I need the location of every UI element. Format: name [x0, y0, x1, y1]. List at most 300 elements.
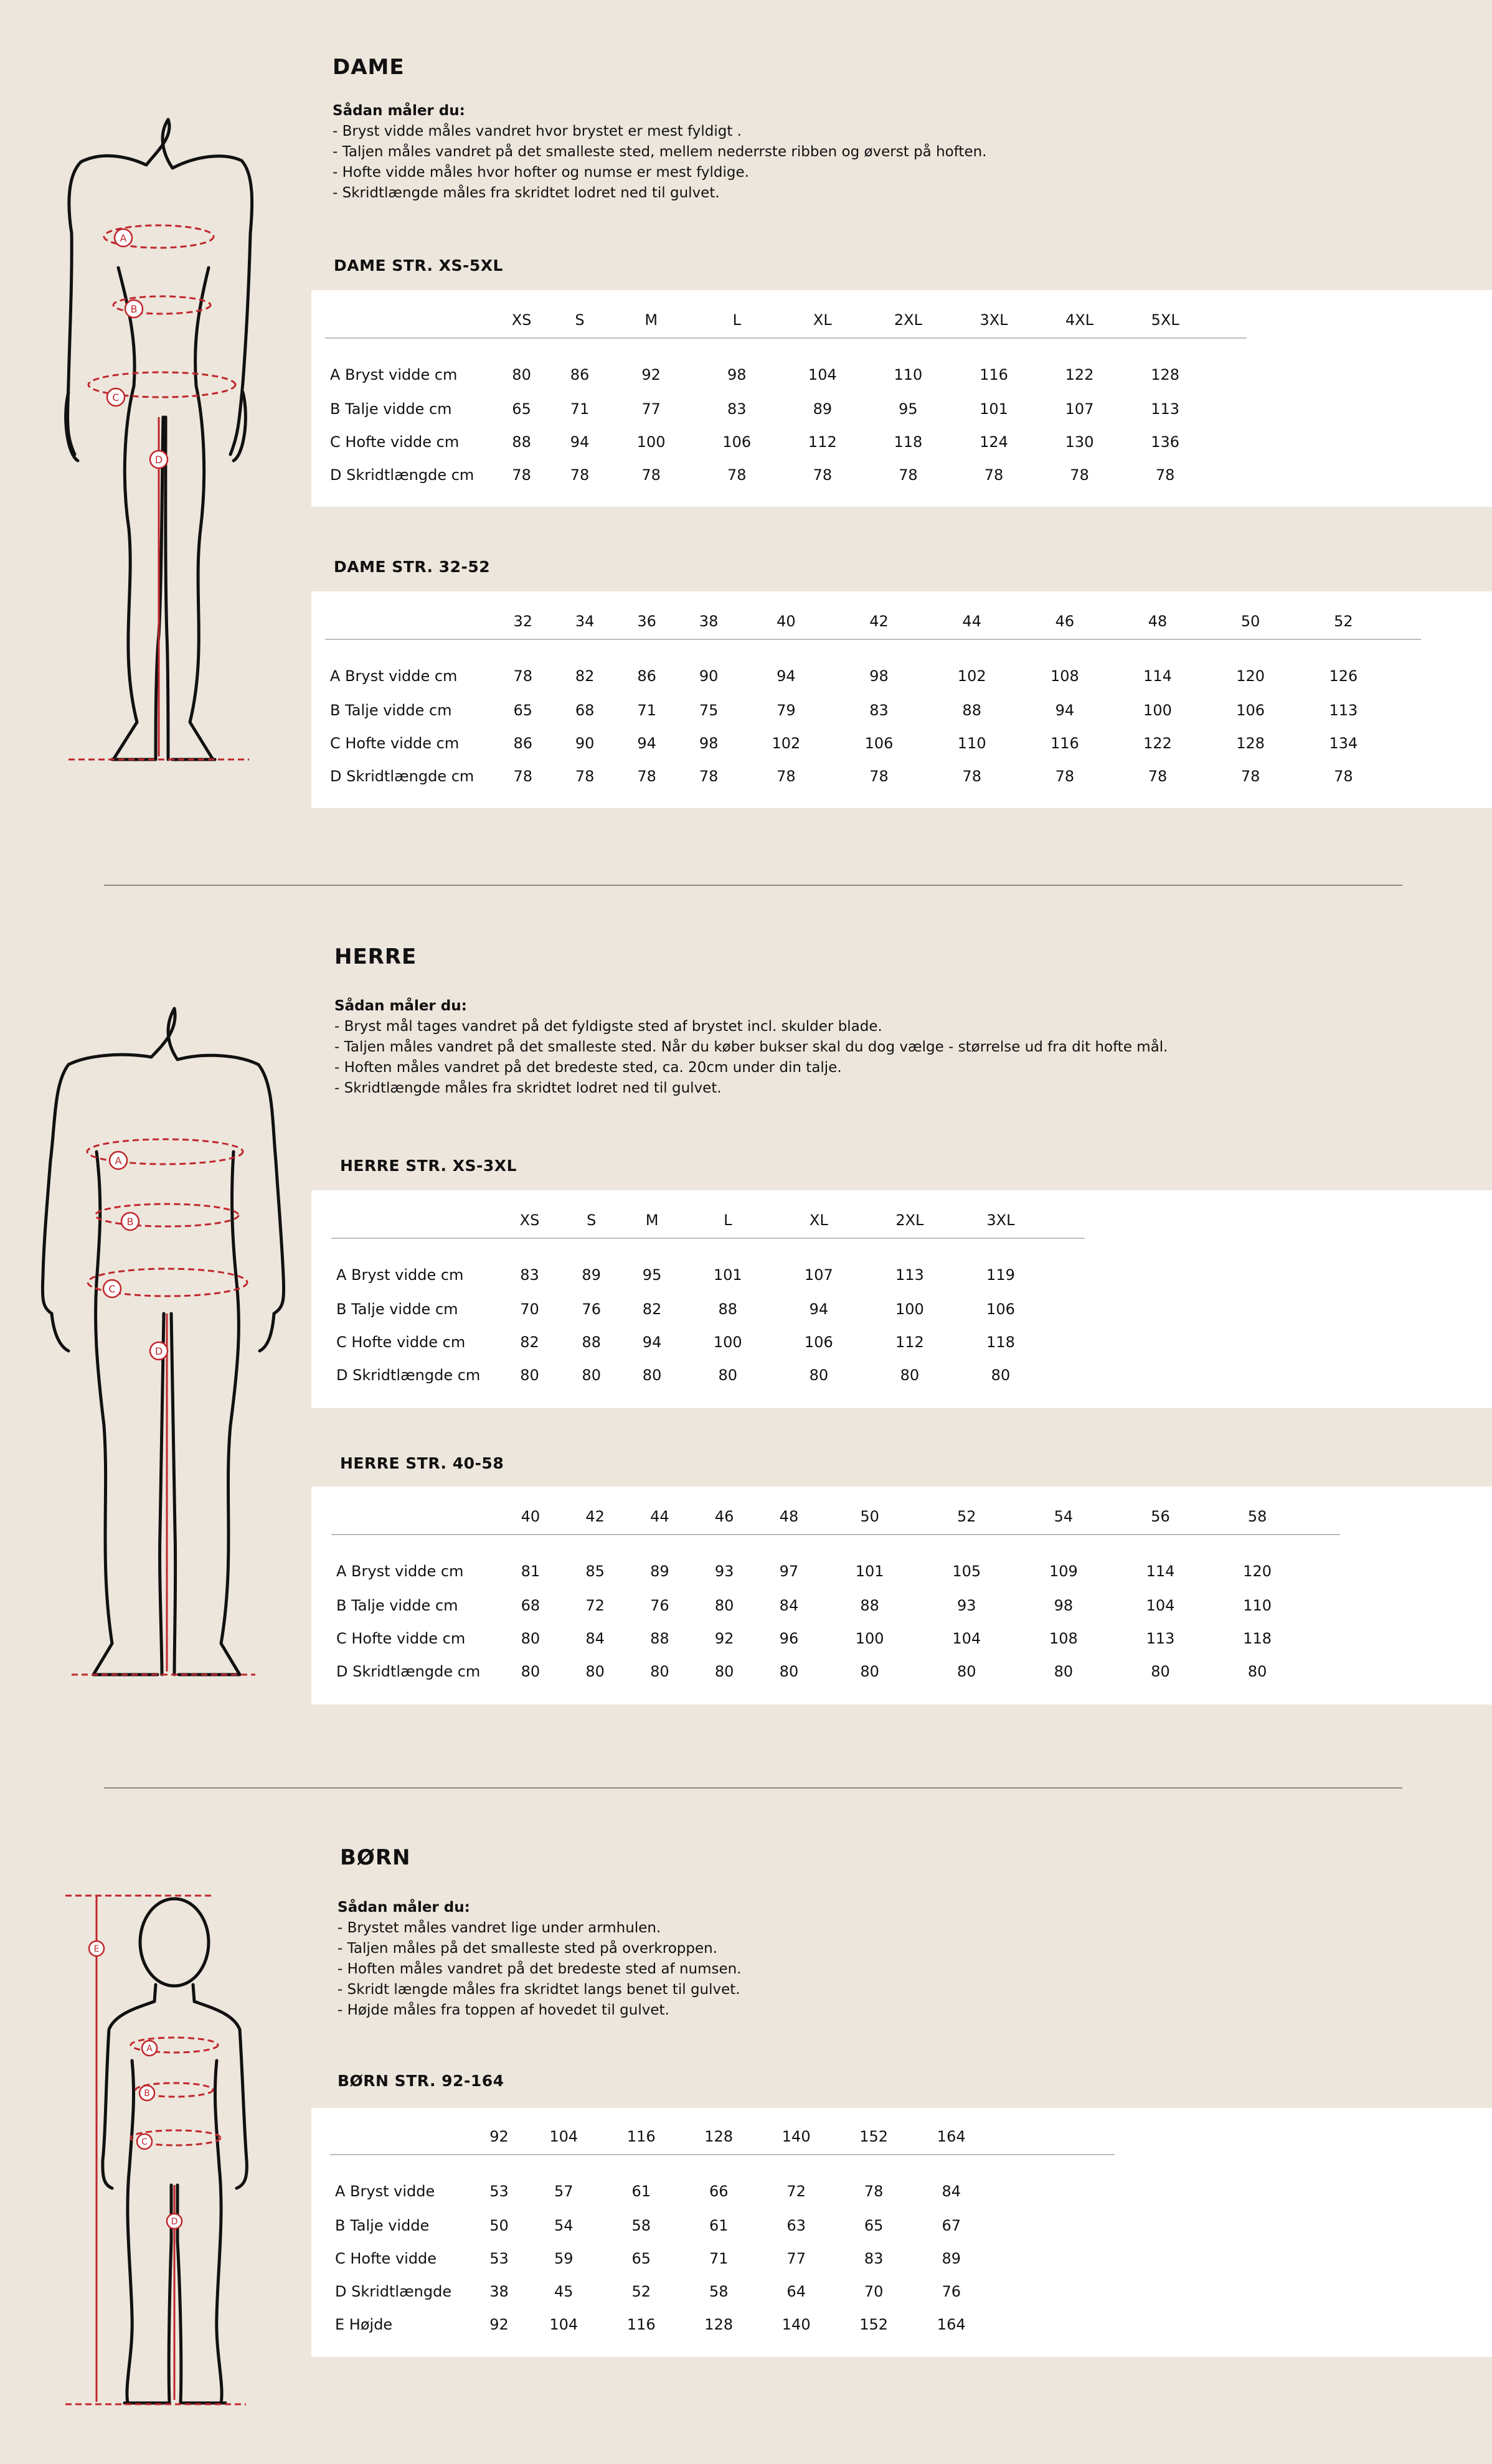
size-header: 32 — [492, 604, 554, 639]
size-value: 110 — [957, 734, 986, 752]
size-value: 119 — [986, 1266, 1015, 1284]
size-value: 78 — [899, 466, 918, 484]
man-letter-d: D — [154, 1345, 163, 1357]
table-row — [325, 425, 1247, 458]
woman-letter-a: A — [120, 232, 127, 244]
row-label: C Hofte vidde — [335, 2249, 437, 2267]
size-value: 80 — [512, 366, 531, 383]
size-header: 92 — [473, 2119, 525, 2155]
size-value: 98 — [869, 667, 889, 685]
table-row — [331, 1589, 1340, 1622]
child-letter-e: E — [93, 1944, 100, 1954]
size-value: 78 — [1155, 466, 1175, 484]
size-value: 108 — [1049, 1629, 1078, 1647]
size-header: L — [694, 303, 780, 338]
herre-table2-panel — [311, 1487, 1492, 1705]
table-row — [330, 2308, 1115, 2341]
size-value: 86 — [570, 366, 590, 383]
size-value: 92 — [489, 2315, 509, 2333]
table-row — [331, 1622, 1340, 1655]
size-value: 86 — [637, 667, 656, 685]
size-header: 5XL — [1122, 303, 1208, 338]
size-value: 78 — [513, 667, 532, 685]
size-value: 98 — [699, 734, 719, 752]
size-value: 100 — [713, 1333, 742, 1351]
size-header: 140 — [757, 2119, 834, 2155]
size-value: 100 — [895, 1300, 924, 1318]
size-value: 78 — [641, 466, 661, 484]
size-header: 54 — [1015, 1499, 1112, 1535]
size-value: 71 — [637, 701, 656, 719]
size-value: 84 — [779, 1596, 799, 1614]
size-value: 81 — [521, 1563, 541, 1580]
born-instructions — [338, 1897, 742, 2021]
size-value: 90 — [575, 734, 595, 752]
row-label: D Skridtlængde cm — [330, 767, 475, 785]
table-row — [331, 1655, 1340, 1688]
child-figure — [62, 1893, 268, 2409]
size-value: 58 — [631, 2216, 651, 2234]
size-value: 80 — [714, 1596, 734, 1614]
size-value: 94 — [1055, 701, 1075, 719]
size-value: 78 — [813, 466, 833, 484]
size-value: 113 — [1151, 400, 1180, 418]
size-value: 110 — [894, 366, 923, 383]
size-value: 76 — [942, 2282, 961, 2300]
instruction-item: - Brystet måles vandret lige under armhulen. — [338, 1918, 742, 1939]
instruction-item: - Højde måles fra toppen af hovedet til gulvet. — [338, 2000, 742, 2021]
table-row — [330, 2275, 1115, 2308]
size-value: 72 — [786, 2183, 806, 2200]
size-header: XL — [773, 1203, 864, 1238]
instruction-item: - Taljen måles vandret på det smalleste sted, mellem nederrste ribben og øverst på hoften. — [333, 142, 986, 162]
size-value: 94 — [570, 433, 590, 451]
size-value: 102 — [957, 667, 986, 685]
row-label: C Hofte vidde cm — [336, 1629, 466, 1647]
size-value: 106 — [804, 1333, 833, 1351]
size-value: 78 — [984, 466, 1004, 484]
size-value: 89 — [650, 1563, 669, 1580]
size-value: 88 — [512, 433, 531, 451]
row-label: D Skridtlængde cm — [336, 1366, 481, 1384]
size-value: 164 — [937, 2315, 966, 2333]
size-value: 45 — [554, 2282, 574, 2300]
herre-size-table-xs-3xl — [331, 1203, 1085, 1391]
size-value: 67 — [942, 2216, 961, 2234]
row-label: B Talje vidde cm — [330, 400, 452, 418]
size-value: 107 — [1065, 400, 1094, 418]
size-value: 107 — [804, 1266, 833, 1284]
size-value: 88 — [582, 1333, 601, 1351]
row-label: D Skridtlængde cm — [336, 1662, 481, 1680]
size-value: 100 — [636, 433, 666, 451]
size-value: 38 — [489, 2282, 509, 2300]
size-value: 80 — [582, 1366, 601, 1384]
herre-instruction-list — [334, 1017, 1168, 1099]
size-header: 3XL — [955, 1203, 1046, 1238]
size-value: 118 — [894, 433, 923, 451]
size-header: 44 — [925, 604, 1018, 639]
size-header: 36 — [616, 604, 678, 639]
size-value: 89 — [582, 1266, 601, 1284]
row-label: B Talje vidde — [335, 2216, 430, 2234]
size-header: 38 — [678, 604, 739, 639]
size-value: 118 — [986, 1333, 1015, 1351]
size-value: 80 — [642, 1366, 662, 1384]
herre-instructions — [334, 996, 1168, 1099]
table-row — [331, 1358, 1085, 1391]
size-value: 77 — [641, 400, 661, 418]
size-value: 100 — [1143, 701, 1172, 719]
row-label: C Hofte vidde cm — [330, 433, 460, 451]
born-size-table-92-164 — [330, 2119, 1115, 2341]
size-header: 46 — [692, 1499, 757, 1535]
size-value: 78 — [869, 767, 889, 785]
size-value: 58 — [709, 2282, 729, 2300]
table-row — [325, 759, 1421, 792]
size-value: 82 — [642, 1300, 662, 1318]
man-body-diagram — [34, 1002, 290, 1687]
table-row — [325, 338, 1247, 392]
size-value: 80 — [521, 1629, 541, 1647]
size-value: 80 — [1151, 1662, 1170, 1680]
size-header: L — [682, 1203, 773, 1238]
size-value: 101 — [713, 1266, 742, 1284]
size-value: 101 — [980, 400, 1008, 418]
size-value: 53 — [489, 2183, 509, 2200]
size-header: 3XL — [951, 303, 1037, 338]
herre-how-title: Sådan måler du: — [334, 998, 467, 1014]
size-header: 40 — [498, 1499, 563, 1535]
size-header: 48 — [1111, 604, 1204, 639]
size-value: 83 — [869, 701, 889, 719]
herre-title: HERRE — [334, 944, 417, 969]
size-value: 57 — [554, 2183, 574, 2200]
table-row — [331, 1325, 1085, 1358]
size-value: 98 — [727, 366, 747, 383]
table-row — [331, 1535, 1340, 1589]
size-value: 76 — [582, 1300, 601, 1318]
size-value: 80 — [1054, 1662, 1074, 1680]
herre-section — [0, 890, 1492, 1780]
size-value: 66 — [709, 2183, 729, 2200]
row-label: A Bryst vidde cm — [330, 366, 458, 383]
size-value: 70 — [520, 1300, 539, 1318]
dame-size-table-32-52 — [325, 604, 1421, 792]
size-value: 116 — [626, 2315, 656, 2333]
size-value: 130 — [1065, 433, 1094, 451]
size-value: 80 — [714, 1662, 734, 1680]
size-header: 4XL — [1037, 303, 1123, 338]
size-value: 76 — [650, 1596, 669, 1614]
size-value: 108 — [1050, 667, 1079, 685]
size-value: 71 — [570, 400, 590, 418]
dame-size-table-xs-5xl — [325, 303, 1247, 491]
size-value: 78 — [575, 767, 595, 785]
size-value: 78 — [637, 767, 656, 785]
size-value: 134 — [1329, 734, 1358, 752]
instruction-item: - Hofte vidde måles hvor hofter og numse er mest fyldige. — [333, 162, 986, 183]
size-value: 65 — [512, 400, 531, 418]
size-value: 68 — [521, 1596, 541, 1614]
child-letter-d: D — [171, 2217, 178, 2227]
size-value: 113 — [1146, 1629, 1175, 1647]
size-value: 80 — [991, 1366, 1011, 1384]
section-divider — [104, 1787, 1402, 1789]
size-header: 116 — [602, 2119, 679, 2155]
size-value: 80 — [860, 1662, 879, 1680]
table-row — [331, 1238, 1085, 1292]
size-value: 109 — [1049, 1563, 1078, 1580]
size-value: 84 — [585, 1629, 605, 1647]
size-header: XS — [492, 303, 551, 338]
size-header: 104 — [525, 2119, 602, 2155]
dame-title: DAME — [333, 55, 405, 80]
dame-section — [0, 0, 1492, 884]
size-value: 94 — [809, 1300, 829, 1318]
size-value: 114 — [1146, 1563, 1175, 1580]
size-value: 78 — [1240, 767, 1260, 785]
size-value: 116 — [980, 366, 1008, 383]
size-header: 50 — [1204, 604, 1297, 639]
size-value: 78 — [1334, 767, 1353, 785]
size-value: 65 — [864, 2216, 884, 2234]
dame-instructions — [333, 101, 986, 204]
size-value: 82 — [520, 1333, 539, 1351]
size-value: 89 — [942, 2249, 961, 2267]
size-value: 79 — [777, 701, 796, 719]
size-value: 90 — [699, 667, 719, 685]
herre-table2-title: HERRE STR. 40-58 — [340, 1454, 504, 1472]
size-value: 88 — [962, 701, 981, 719]
row-label: A Bryst vidde cm — [336, 1563, 464, 1580]
size-value: 93 — [956, 1596, 976, 1614]
table-row — [330, 2209, 1115, 2242]
row-label: B Talje vidde cm — [336, 1596, 458, 1614]
size-value: 105 — [952, 1563, 981, 1580]
size-value: 106 — [986, 1300, 1015, 1318]
man-letter-c: C — [108, 1283, 116, 1295]
woman-body-diagram — [44, 106, 280, 766]
size-value: 78 — [777, 767, 796, 785]
size-value: 78 — [699, 767, 719, 785]
size-value: 89 — [813, 400, 833, 418]
size-value: 124 — [980, 433, 1008, 451]
size-value: 80 — [956, 1662, 976, 1680]
size-value: 101 — [855, 1563, 884, 1580]
size-header: 152 — [835, 2119, 912, 2155]
size-header: 44 — [628, 1499, 692, 1535]
instruction-item: - Skridt længde måles fra skridtet langs benet til gulvet. — [338, 1980, 742, 2000]
child-letter-b: B — [144, 2089, 150, 2099]
instruction-item: - Taljen måles vandret på det smalleste sted. Når du køber bukser skal du dog vælge - størrelse ud fra dit hofte mål. — [334, 1037, 1168, 1058]
row-label: B Talje vidde cm — [330, 701, 452, 719]
size-value: 59 — [554, 2249, 574, 2267]
size-value: 71 — [709, 2249, 729, 2267]
dame-how-title: Sådan måler du: — [333, 103, 465, 119]
size-value: 78 — [1055, 767, 1075, 785]
table-row — [330, 2155, 1115, 2209]
child-body-diagram — [62, 1893, 268, 2409]
size-header: 42 — [833, 604, 925, 639]
size-header: 128 — [680, 2119, 757, 2155]
size-value: 98 — [1054, 1596, 1074, 1614]
size-value: 82 — [575, 667, 595, 685]
size-value: 106 — [864, 734, 894, 752]
size-value: 53 — [489, 2249, 509, 2267]
size-value: 94 — [777, 667, 796, 685]
man-figure — [34, 1002, 290, 1687]
size-value: 95 — [642, 1266, 662, 1284]
size-value: 61 — [709, 2216, 729, 2234]
size-value: 128 — [704, 2315, 734, 2333]
size-value: 80 — [650, 1662, 669, 1680]
size-value: 112 — [808, 433, 837, 451]
size-value: 63 — [786, 2216, 806, 2234]
row-label: C Hofte vidde cm — [336, 1333, 466, 1351]
size-value: 128 — [1151, 366, 1180, 383]
woman-figure — [44, 106, 280, 766]
size-header: 42 — [563, 1499, 628, 1535]
size-header: 58 — [1209, 1499, 1306, 1535]
size-value: 50 — [489, 2216, 509, 2234]
woman-letter-c: C — [112, 392, 120, 403]
size-value: 80 — [520, 1366, 539, 1384]
size-value: 88 — [718, 1300, 738, 1318]
size-header: XS — [498, 1203, 561, 1238]
size-value: 83 — [864, 2249, 884, 2267]
size-value: 93 — [714, 1563, 734, 1580]
section-divider — [104, 885, 1402, 886]
size-header: 52 — [918, 1499, 1015, 1535]
size-value: 78 — [1070, 466, 1089, 484]
size-value: 113 — [895, 1266, 924, 1284]
row-label: C Hofte vidde cm — [330, 734, 460, 752]
size-value: 84 — [942, 2183, 961, 2200]
instruction-item: - Skridtlængde måles fra skridtet lodret ned til gulvet. — [333, 183, 986, 204]
instruction-item: - Bryst mål tages vandret på det fyldigste sted af brystet incl. skulder blade. — [334, 1017, 1168, 1037]
size-value: 112 — [895, 1333, 924, 1351]
child-letter-a: A — [146, 2044, 153, 2054]
size-value: 61 — [631, 2183, 651, 2200]
size-value: 83 — [520, 1266, 539, 1284]
born-how-title: Sådan måler du: — [338, 1899, 470, 1916]
table-row — [325, 694, 1421, 727]
size-header: 2XL — [864, 1203, 955, 1238]
size-value: 122 — [1065, 366, 1094, 383]
born-instruction-list — [338, 1918, 742, 2021]
instruction-item: - Hoften måles vandret på det bredeste sted, ca. 20cm under din talje. — [334, 1058, 1168, 1078]
table-row — [325, 727, 1421, 759]
size-value: 65 — [513, 701, 532, 719]
dame-table2-panel — [311, 591, 1492, 808]
size-value: 102 — [772, 734, 801, 752]
child-letter-c: C — [141, 2137, 148, 2147]
size-value: 78 — [513, 767, 532, 785]
size-value: 77 — [786, 2249, 806, 2267]
born-section — [0, 1793, 1492, 2464]
size-value: 97 — [779, 1563, 799, 1580]
size-value: 88 — [860, 1596, 879, 1614]
row-label: D Skridtlængde cm — [330, 466, 475, 484]
row-label: E Højde — [335, 2315, 393, 2333]
table-row — [325, 392, 1247, 425]
size-value: 118 — [1243, 1629, 1272, 1647]
size-value: 65 — [631, 2249, 651, 2267]
size-header: 2XL — [866, 303, 951, 338]
table-row — [330, 2242, 1115, 2275]
size-value: 78 — [570, 466, 590, 484]
size-value: 114 — [1143, 667, 1172, 685]
herre-table1-panel — [311, 1190, 1492, 1408]
size-value: 86 — [513, 734, 532, 752]
size-header: 56 — [1112, 1499, 1209, 1535]
size-value: 104 — [549, 2315, 578, 2333]
size-value: 80 — [521, 1662, 541, 1680]
size-value: 106 — [1236, 701, 1265, 719]
size-value: 100 — [855, 1629, 884, 1647]
size-value: 120 — [1243, 1563, 1272, 1580]
table-row — [331, 1292, 1085, 1325]
size-header: M — [608, 303, 694, 338]
size-header: 50 — [821, 1499, 918, 1535]
size-value: 80 — [585, 1662, 605, 1680]
size-value: 78 — [512, 466, 531, 484]
born-table-panel — [311, 2108, 1492, 2357]
size-value: 72 — [585, 1596, 605, 1614]
size-value: 128 — [1236, 734, 1265, 752]
row-label: A Bryst vidde cm — [336, 1266, 464, 1284]
instruction-item: - Bryst vidde måles vandret hvor brystet er mest fyldigt . — [333, 121, 986, 142]
size-value: 152 — [859, 2315, 889, 2333]
dame-table2-title: DAME STR. 32-52 — [334, 558, 491, 576]
size-value: 110 — [1243, 1596, 1272, 1614]
size-header: M — [621, 1203, 682, 1238]
herre-table1-title: HERRE STR. XS-3XL — [340, 1157, 517, 1175]
size-value: 113 — [1329, 701, 1358, 719]
instruction-item: - Hoften måles vandret på det bredeste sted af numsen. — [338, 1959, 742, 1980]
row-label: A Bryst vidde — [335, 2183, 435, 2200]
size-value: 92 — [714, 1629, 734, 1647]
size-value: 122 — [1143, 734, 1172, 752]
size-value: 88 — [650, 1629, 669, 1647]
size-value: 78 — [727, 466, 747, 484]
woman-letter-d: D — [154, 454, 163, 466]
size-header: 164 — [912, 2119, 990, 2155]
size-value: 94 — [637, 734, 656, 752]
table-row — [325, 639, 1421, 694]
man-letter-a: A — [115, 1155, 122, 1167]
row-label: A Bryst vidde cm — [330, 667, 458, 685]
size-value: 80 — [900, 1366, 920, 1384]
dame-table1-panel — [311, 290, 1492, 507]
size-value: 68 — [575, 701, 595, 719]
size-value: 70 — [864, 2282, 884, 2300]
size-value: 78 — [962, 767, 981, 785]
size-value: 80 — [779, 1662, 799, 1680]
herre-size-table-40-58 — [331, 1499, 1340, 1688]
row-label: B Talje vidde cm — [336, 1300, 458, 1318]
size-value: 120 — [1236, 667, 1265, 685]
woman-letter-b: B — [130, 303, 138, 315]
size-value: 80 — [718, 1366, 738, 1384]
size-value: 80 — [809, 1366, 829, 1384]
table-row — [325, 458, 1247, 491]
born-table-title: BØRN STR. 92-164 — [338, 2072, 504, 2090]
dame-table1-title: DAME STR. XS-5XL — [334, 256, 503, 275]
size-value: 96 — [779, 1629, 799, 1647]
instruction-item: - Skridtlængde måles fra skridtet lodret ned til gulvet. — [334, 1078, 1168, 1099]
